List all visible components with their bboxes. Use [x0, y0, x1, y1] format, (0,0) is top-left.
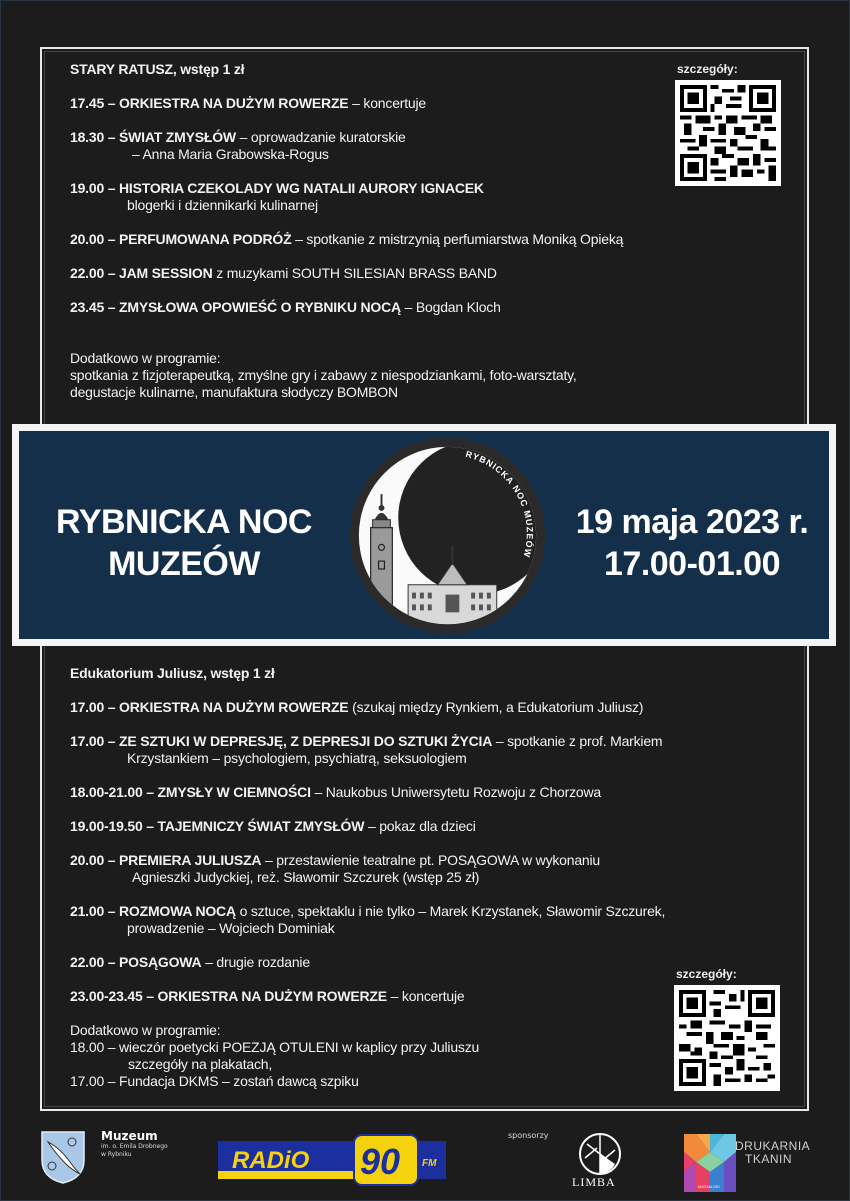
bottom-qr-label: szczegóły: — [676, 967, 737, 981]
bottom-qr-block — [674, 967, 784, 1091]
bottom-venue-heading: Edukatorium Juliusz, wstęp 1 zł — [70, 665, 275, 681]
bottom-program-section — [70, 665, 665, 1090]
bottom-event-5: 20.00 – PREMIERA JULIUSZA – przestawienie teatralne pt. POSĄGOWA w wykonaniu Agnieszki Judyckiej, reż. Sławomir Szczurek (wstęp 25 zł) — [70, 852, 601, 885]
museum-logo-text: Muzeum im. o. Emila Drobnego w Rybniku — [101, 1129, 168, 1158]
top-event-2: 18.30 – ŚWIAT ZMYSŁÓW – oprowadzanie kuratorskie – Anna Maria Grabowska-Rogus — [70, 129, 406, 162]
top-program-section — [70, 61, 623, 401]
qr-code-icon — [680, 85, 776, 181]
footer-logos — [0, 1118, 850, 1201]
moon-logo-icon — [349, 437, 546, 634]
top-qr-label: szczegóły: — [677, 62, 738, 76]
top-event-1: 17.45 – ORKIESTRA NA DUŻYM ROWERZE – koncertuje — [70, 95, 427, 111]
drukarnia-tkanin-logo-icon — [684, 1134, 736, 1192]
top-venue-heading: STARY RATUSZ, wstęp 1 zł — [70, 61, 245, 77]
svg-text:RADiO: RADiO — [232, 1147, 310, 1174]
bottom-event-3: 18.00-21.00 – ZMYSŁY W CIEMNOŚCI – Naukobus Uniwersytetu Rozwoju z Chorzowa — [70, 784, 601, 800]
radio-90-logo-icon — [218, 1134, 446, 1186]
bottom-event-1: 17.00 – ORKIESTRA NA DUŻYM ROWERZE (szukaj między Rynkiem, a Edukatorium Juliusz) — [70, 699, 644, 715]
top-event-4: 20.00 – PERFUMOWANA PODRÓŻ – spotkanie z mistrzynią perfumiarstwa Moniką Opieką — [70, 231, 624, 247]
top-event-6: 23.45 – ZMYSŁOWA OPOWIEŚĆ O RYBNIKU NOCĄ – Bogdan Kloch — [70, 299, 501, 315]
limba-label: LIMBA — [572, 1175, 616, 1189]
sponsors-label: sponsorzy — [508, 1131, 549, 1140]
event-title: RYBNICKA NOC MUZEÓW — [56, 503, 312, 583]
event-banner — [12, 424, 836, 646]
top-event-5: 22.00 – JAM SESSION z muzykami SOUTH SILESIAN BRASS BAND — [70, 265, 497, 281]
top-qr-code[interactable] — [675, 80, 781, 186]
svg-text:RYBNICKA NOC MUZEÓW: RYBNICKA NOC MUZEÓW — [464, 448, 535, 559]
limba-logo-icon — [577, 1132, 623, 1176]
bottom-event-8: 23.00-23.45 – ORKIESTRA NA DUŻYM ROWERZE – koncertuje — [70, 988, 465, 1004]
bottom-extra-program: Dodatkowo w programie: 18.00 – wieczór poetycki POEZJĄ OTULENI w kaplicy przy Juliuszu szczegóły na plakatach, 17.00 – Fundacja DKMS – zostań dawcą szpiku — [70, 1022, 480, 1089]
qr-code-icon — [679, 990, 775, 1086]
museum-crest-icon — [40, 1130, 86, 1184]
bottom-event-4: 19.00-19.50 – TAJEMNICZY ŚWIAT ZMYSŁÓW – pokaz dla dzieci — [70, 818, 476, 834]
bottom-event-6: 21.00 – ROZMOWA NOCĄ o sztuce, spektaklu i nie tylko – Marek Krzystanek, Sławomir Szczurek, prowadzenie – Wojciech Dominiak — [70, 903, 666, 936]
bottom-event-7: 22.00 – POSĄGOWA – drugie rozdanie — [70, 954, 310, 970]
svg-text:FM: FM — [422, 1158, 437, 1169]
top-qr-block — [675, 62, 785, 186]
top-event-3: 19.00 – HISTORIA CZEKOLADY WG NATALII AURORY IGNACEK blogerki i dziennikarki kulinarnej — [70, 180, 484, 213]
drukarnia-tkanin-label: DRUKARNIA TKANIN — [735, 1139, 811, 1166]
svg-text:MICHALSKI: MICHALSKI — [698, 1184, 720, 1189]
bottom-event-2: 17.00 – ZE SZTUKI W DEPRESJĘ, Z DEPRESJI DO SZTUKI ŻYCIA – spotkanie z prof. Markiem Krzystankiem – psychologiem, psychiatrą, seksuologiem — [70, 733, 663, 766]
top-extra-program: Dodatkowo w programie: spotkania z fizjoterapeutką, zmyślne gry i zabawy z niespodziankami, foto-warsztaty, degustacje kulinarne, manufaktura słodyczy BOMBON — [70, 350, 577, 400]
svg-text:90: 90 — [360, 1141, 401, 1182]
bottom-qr-code[interactable] — [674, 985, 780, 1091]
event-date: 19 maja 2023 r. 17.00-01.00 — [575, 503, 809, 583]
